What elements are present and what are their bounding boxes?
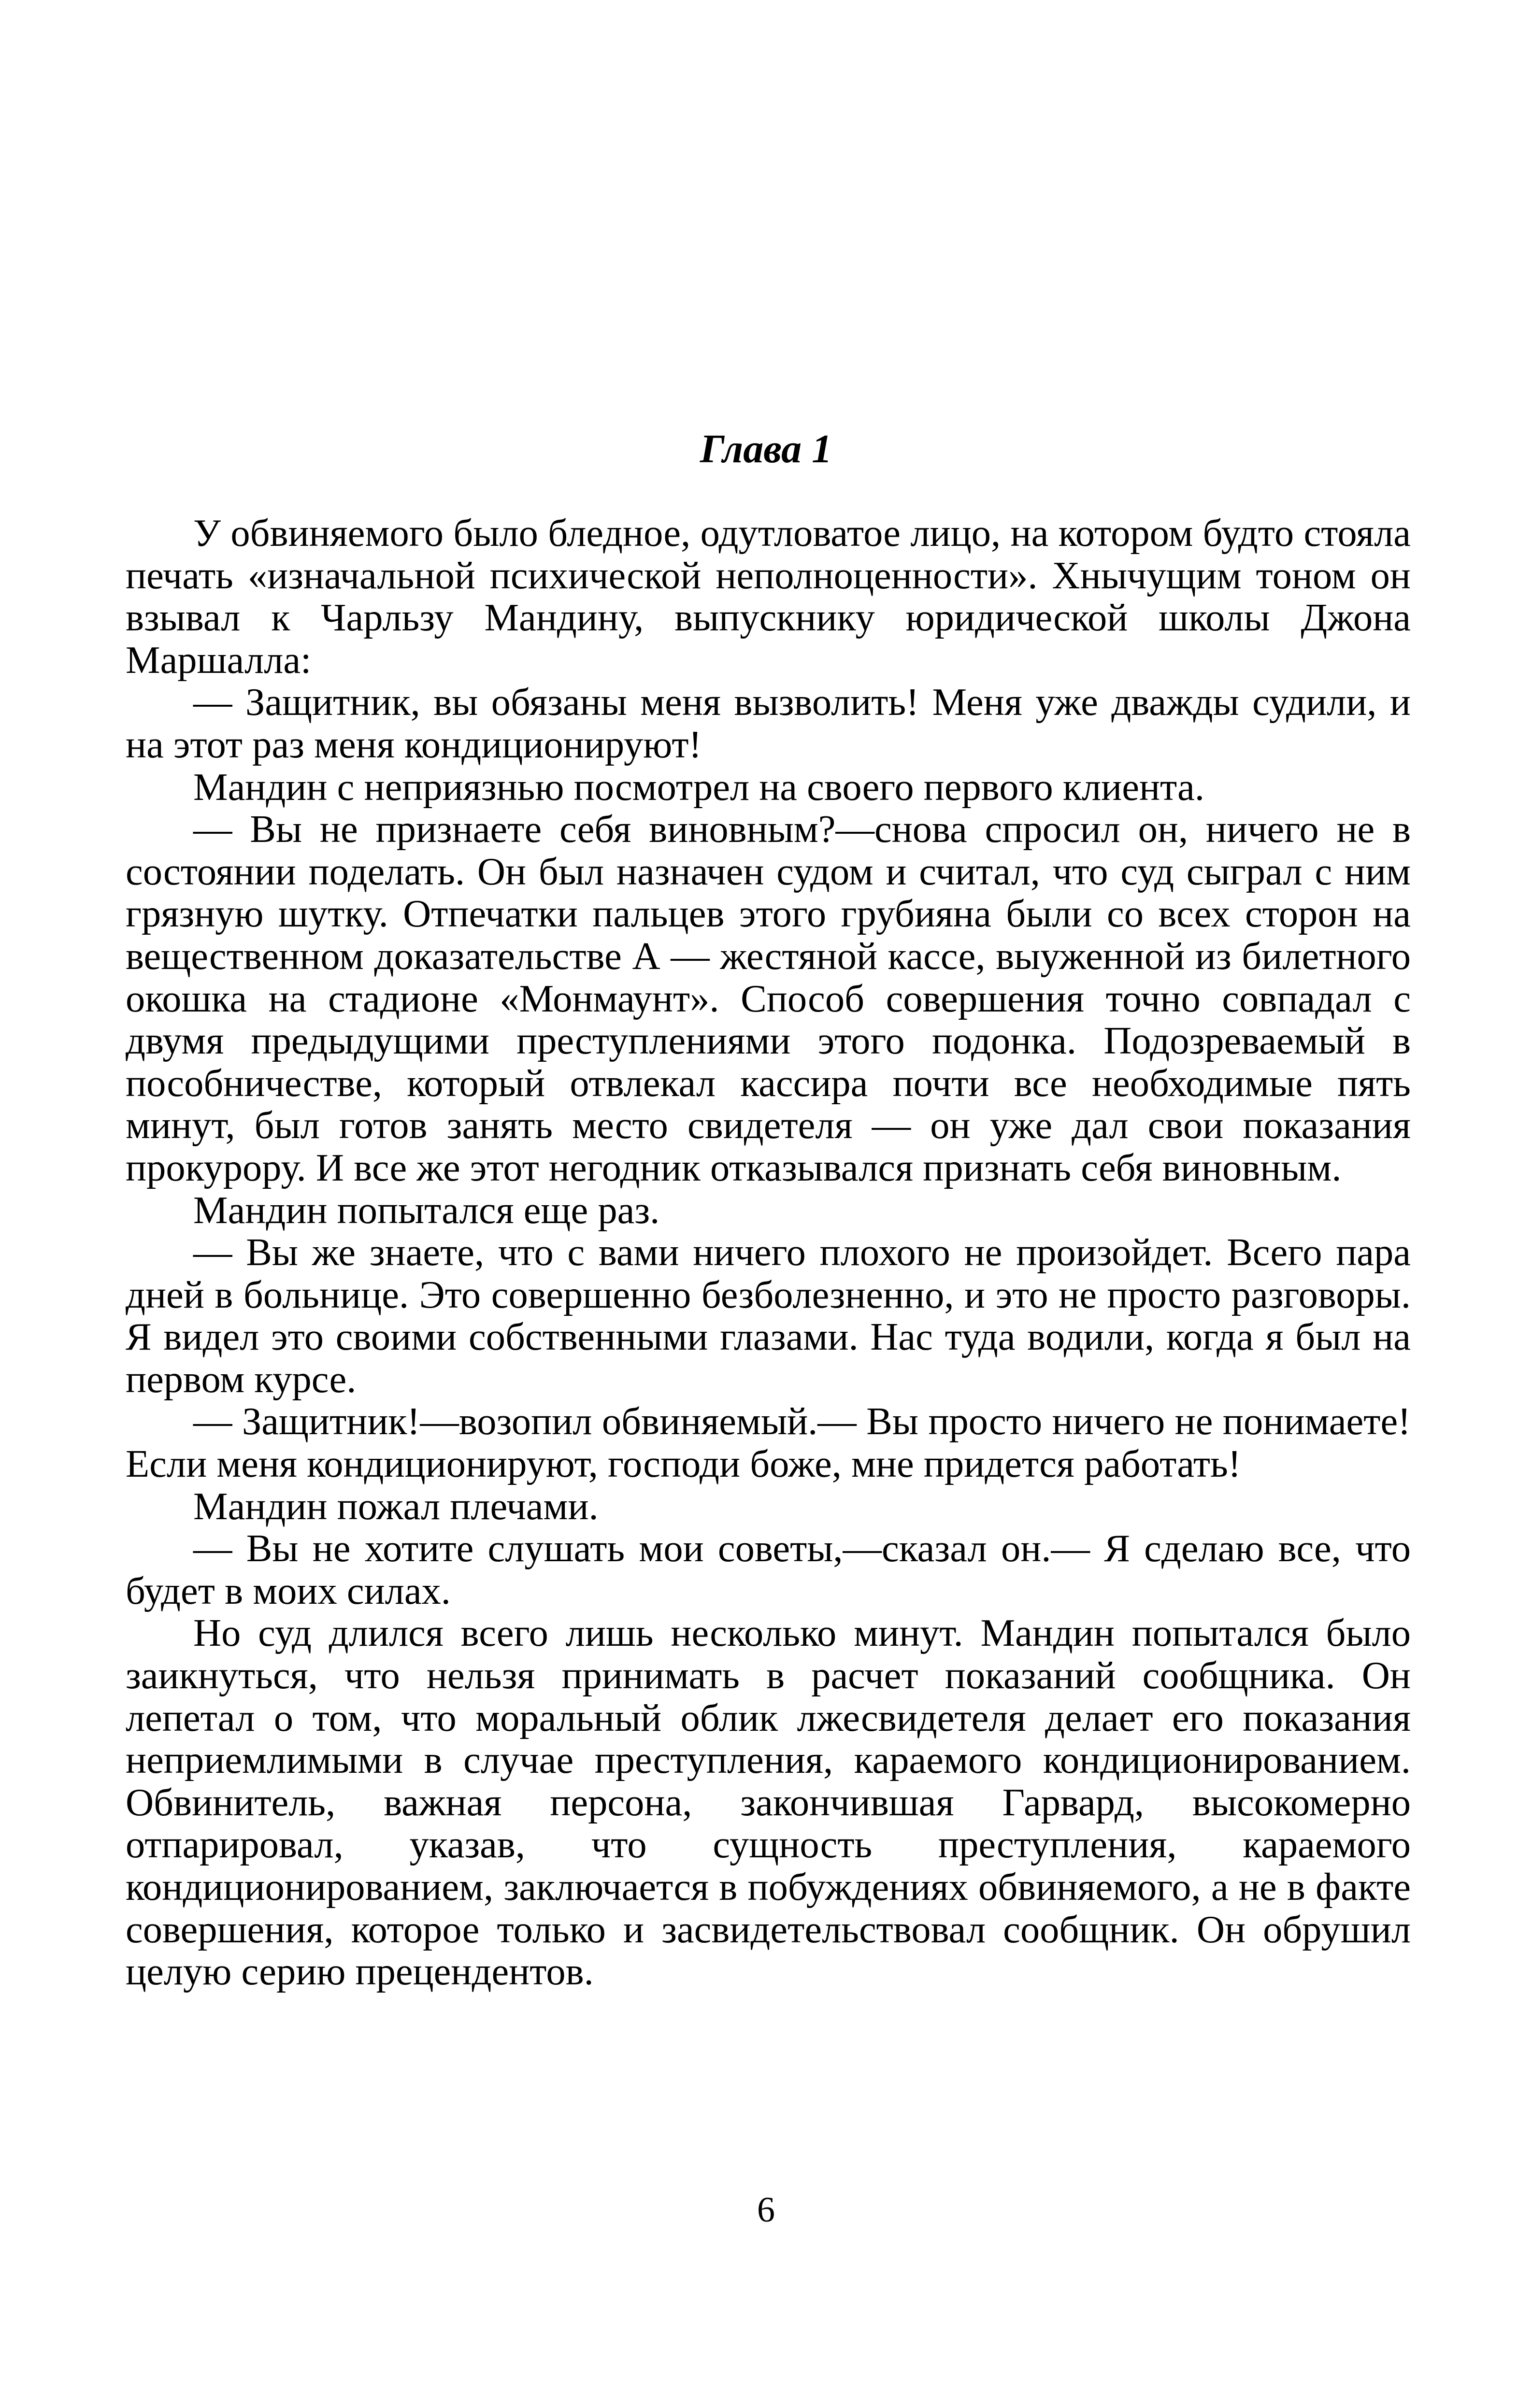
paragraph: Но суд длился всего лишь несколько минут. Мандин попытался было заикнуться, что нельзя принимать в расчет показаний сообщника. Он лепетал о том, что моральный облик лжесвидетеля делает его показания неприемлимыми в случае преступления, караемого кондиционированием. Обвинитель, важная персона, закончившая Гарвард, высокомерно отпарировал, указав, что сущность преступления, караемого кондиционированием, заключается в побуждениях обвиняемого, а не в факте совершения, которое только и засвидетельствовал сообщник. Он обрушил целую серию прецендентов. <box>126 1611 1411 1994</box>
paragraph: — Защитник, вы обязаны меня вызволить! Меня уже дважды судили, и на этот раз меня кондиционируют! <box>126 681 1411 766</box>
text-body <box>126 512 1411 1993</box>
paragraph: Мандин попытался еще раз. <box>193 1188 660 1232</box>
paragraph: — Вы не признаете себя виновным?—снова спросил он, ничего не в состоянии поделать. Он был назначен судом и считал, что суд сыграл с ним грязную шутку. Отпечатки пальцев этого грубияна были со всех сторон на вещественном доказательстве А — жестяной кассе, выуженной из билетного окошка на стадионе «Монмаунт». Способ совершения точно совпадал с двумя предыдущими преступлениями этого подонка. Подозреваемый в пособничестве, который отвлекал кассира почти все необходимые пять минут, был готов занять место свидетеля — он уже дал свои показания прокурору. И все же этот негодник отказывался признать себя виновным. <box>126 808 1411 1189</box>
paragraph: — Вы же знаете, что с вами ничего плохого не произойдет. Всего пара дней в больнице. Это совершенно безболезненно, и это не просто разговоры. Я видел это своими собственными глазами. Нас туда водили, когда я был на первом курсе. <box>126 1231 1411 1401</box>
paragraph: У обвиняемого было бледное, одутловатое лицо, на котором будто стояла печать «изначальной психической неполноценности». Хнычущим тоном он взывал к Чарльзу Мандину, выпускнику юридической школы Джона Маршалла: <box>126 512 1411 682</box>
paragraph: — Вы не хотите слушать мои советы,—сказал он.— Я сделаю все, что будет в моих силах. <box>126 1527 1411 1612</box>
paragraph: — Защитник!—возопил обвиняемый.— Вы просто ничего не понимаете! Если меня кондиционируют, господи боже, мне придется работать! <box>126 1400 1411 1486</box>
page-number: 6 <box>757 2190 775 2230</box>
paragraph: Мандин пожал плечами. <box>193 1484 599 1528</box>
chapter-title: Глава 1 <box>700 427 832 471</box>
paragraph: Мандин с неприязнью посмотрел на своего первого клиента. <box>193 765 1205 809</box>
